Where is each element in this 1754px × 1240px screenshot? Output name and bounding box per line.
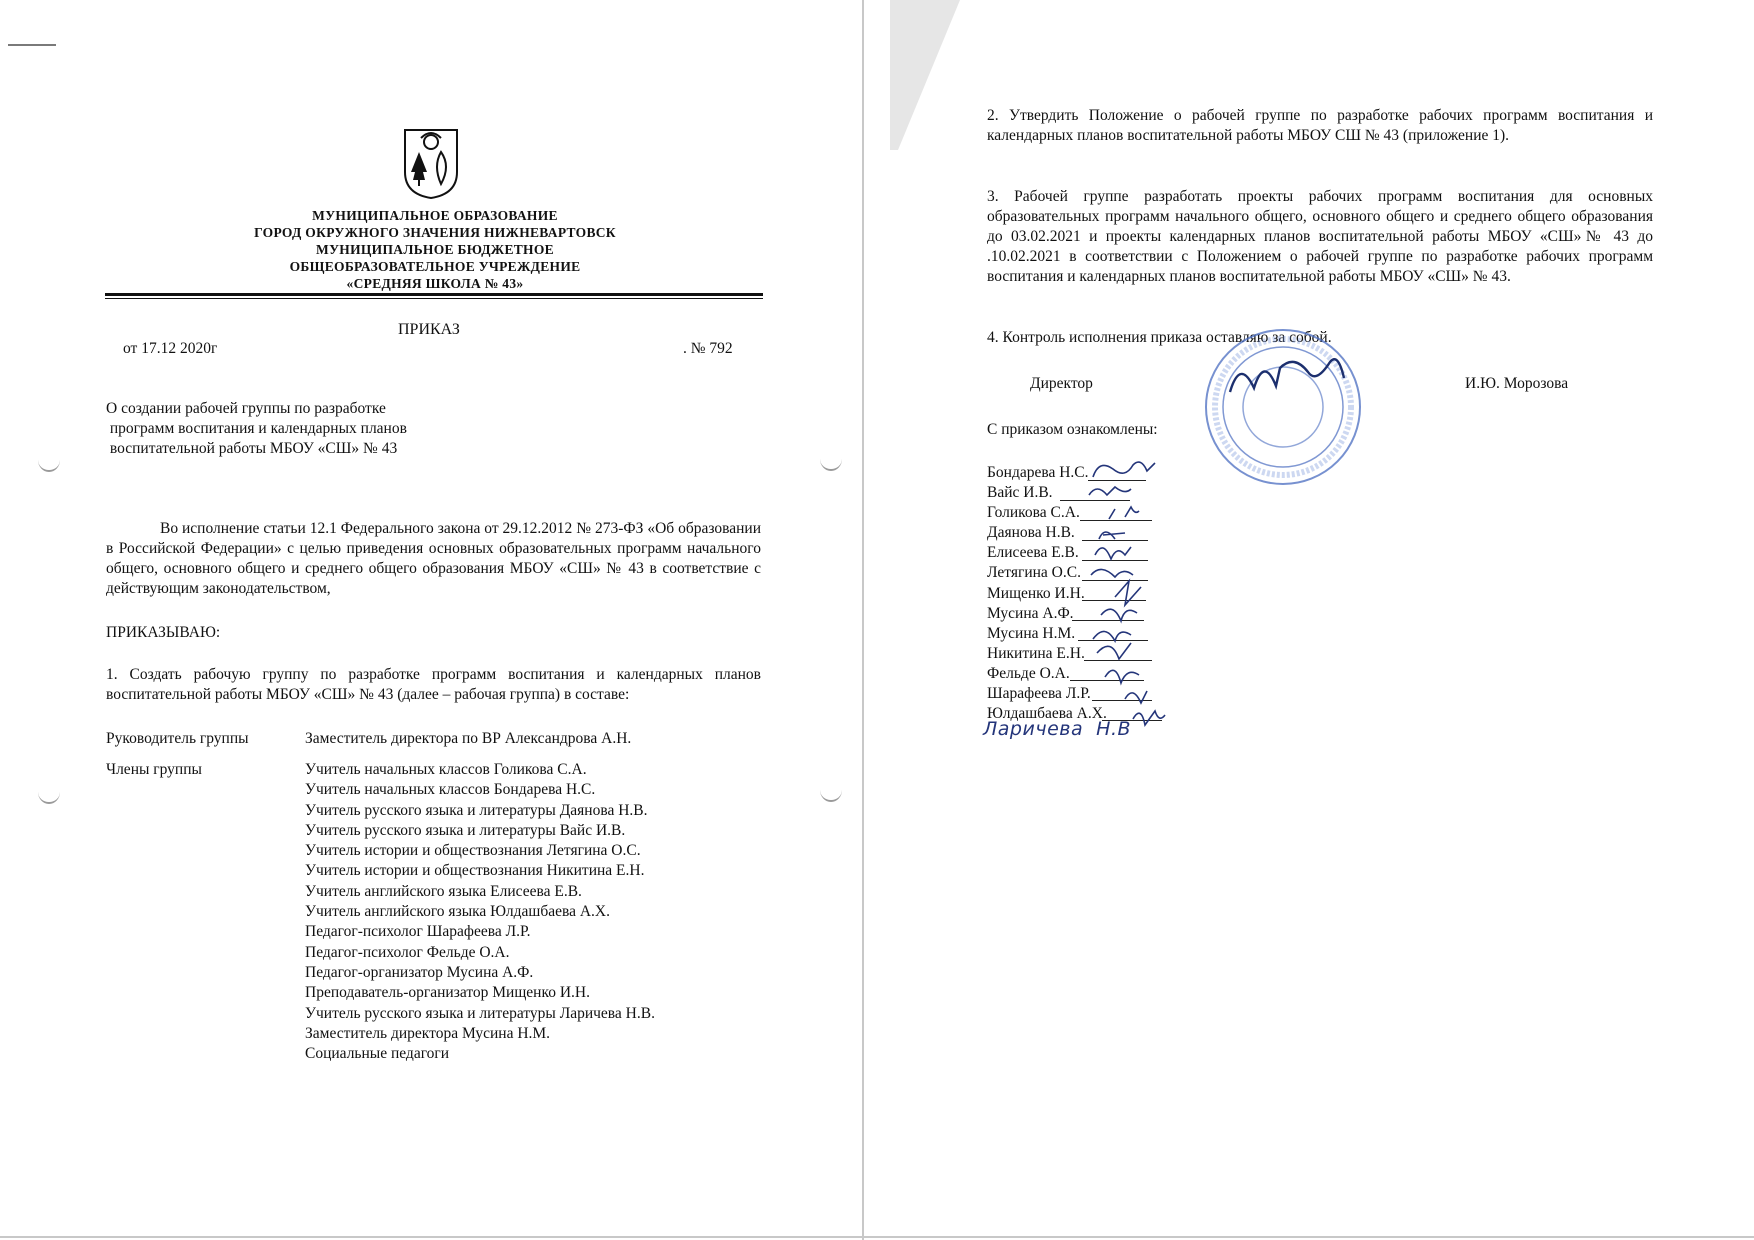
signatures-scribbles [1085, 455, 1175, 745]
order-title: ПРИКАЗ [398, 321, 460, 338]
page-1 [0, 0, 860, 1240]
member-item: Учитель английского языка Елисеева Е.В. [305, 882, 582, 900]
member-item: Педагог-психолог Фельде О.А. [305, 943, 510, 961]
item-1: 1. Создать рабочую группу по разработке программ воспитания и календарных планов воспитательной работы МБОУ «СШ» № 43 (далее – рабочая группа) в составе: [106, 666, 761, 703]
signer-name: Даянова Н.В. [987, 524, 1075, 542]
header-rule-thin [105, 298, 763, 299]
signer-name: Мусина А.Ф. [987, 604, 1074, 622]
signer-name: Мусина Н.М. [987, 624, 1076, 642]
signer-name: Голикова С.А. [987, 504, 1080, 522]
member-item: Заместитель директора Мусина Н.М. [305, 1024, 551, 1042]
header-line-3: МУНИЦИПАЛЬНОЕ БЮДЖЕТНОЕ [316, 242, 554, 257]
subject-line-1: О создании рабочей группы по разработке [106, 400, 386, 417]
signer-name: Елисеева Е.В. [987, 544, 1079, 562]
signer-name: Бондарева Н.С. [987, 464, 1089, 481]
signer-name: Фельде О.А. [987, 664, 1070, 682]
director-signature [1220, 348, 1360, 408]
punch-hole-mark [820, 447, 842, 471]
punch-hole-mark [38, 448, 60, 472]
order-subject [106, 399, 407, 459]
leader-value: Заместитель директора по ВР Александрова А.Н. [305, 730, 632, 747]
members-list [305, 760, 655, 1064]
header-rule-thick [105, 293, 763, 296]
director-name: И.Ю. Морозова [1465, 375, 1569, 392]
member-item: Педагог-организатор Мусина А.Ф. [305, 963, 534, 981]
header-line-1: МУНИЦИПАЛЬНОЕ ОБРАЗОВАНИЕ [312, 208, 558, 223]
item-4: 4. Контроль исполнения приказа оставляю за собой. [987, 329, 1332, 346]
member-item: Учитель начальных классов Голикова С.А. [305, 761, 587, 778]
member-item: Учитель русского языка и литературы Ларичева Н.В. [305, 1004, 655, 1022]
order-date: от 17.12 2020г [123, 340, 218, 357]
page-2 [860, 0, 1754, 1240]
member-item: Учитель истории и обществознания Никитина Е.Н. [305, 862, 645, 880]
header-line-2: ГОРОД ОКРУЖНОГО ЗНАЧЕНИЯ НИЖНЕВАРТОВСК [254, 225, 616, 240]
signer-name: Вайс И.В. [987, 484, 1053, 502]
subject-line-3: воспитательной работы МБОУ «СШ» № 43 [106, 440, 398, 457]
members-label: Члены группы [106, 761, 202, 778]
signer-name: Никитина Е.Н. [987, 644, 1085, 662]
member-item: Учитель истории и обществознания Летягина О.С. [305, 842, 641, 860]
coat-of-arms-emblem [403, 128, 459, 200]
signer-name: Летягина О.С. [987, 564, 1081, 582]
scan-edge-mark [8, 44, 56, 46]
member-item: Учитель русского языка и литературы Вайс И.В. [305, 821, 626, 839]
subject-line-2: программ воспитания и календарных планов [106, 420, 407, 437]
director-label: Директор [1030, 375, 1093, 392]
member-item: Социальные педагоги [305, 1045, 450, 1063]
punch-hole-mark [820, 778, 842, 802]
leader-label: Руководитель группы [106, 730, 249, 747]
preamble-paragraph: Во исполнение статьи 12.1 Федерального закона от 29.12.2012 № 273-ФЗ «Об образовании в Российской Федерации» с целью приведения основных образовательных программ начального общего, основного общего и среднего общего образования МБОУ «СШ» № 43 в соответствие с действующим законодательством, [106, 520, 761, 597]
member-item: Преподаватель-организатор Мищенко И.Н. [305, 984, 590, 1002]
acquainted-label: С приказом ознакомлены: [987, 421, 1158, 438]
order-number: . № 792 [683, 340, 733, 357]
punch-hole-mark [38, 780, 60, 804]
item-2: 2. Утвердить Положение о рабочей группе по разработке рабочих программ воспитания и календарных планов воспитательной работы МБОУ СШ № 43 (приложение 1). [987, 107, 1653, 144]
order-word: ПРИКАЗЫВАЮ: [106, 624, 221, 641]
signer-name: Юлдашбаева А.Х. [987, 705, 1107, 723]
signer-name: Шарафеева Л.Р. [987, 685, 1091, 703]
header-line-4: ОБЩЕОБРАЗОВАТЕЛЬНОЕ УЧРЕЖДЕНИЕ [289, 259, 581, 274]
member-item: Учитель английского языка Юлдашбаева А.Х. [305, 903, 610, 921]
header-line-5: «СРЕДНЯЯ ШКОЛА № 43» [346, 276, 524, 291]
org-header [100, 207, 770, 292]
member-item: Учитель начальных классов Бондарева Н.С. [305, 781, 596, 799]
member-item: Учитель русского языка и литературы Даянова Н.В. [305, 801, 648, 819]
handwritten-name: Ларичева Н.В [983, 718, 1132, 740]
member-item: Педагог-психолог Шарафеева Л.Р. [305, 923, 531, 941]
signer-name: Мищенко И.Н. [987, 584, 1085, 602]
item-3: 3. Рабочей группе разработать проекты рабочих программ воспитания для основных образовательных программ начального общего, основного общего и среднего общего образования до 03.02.2021 и проекты календарных планов воспитательной работы МБОУ «СШ»№ 43 до .10.02.2021 в соответствии с Положением о рабочей группе по разработке рабочих программ воспитания и календарных планов воспитательной работы МБОУ «СШ» № 43. [987, 188, 1653, 285]
